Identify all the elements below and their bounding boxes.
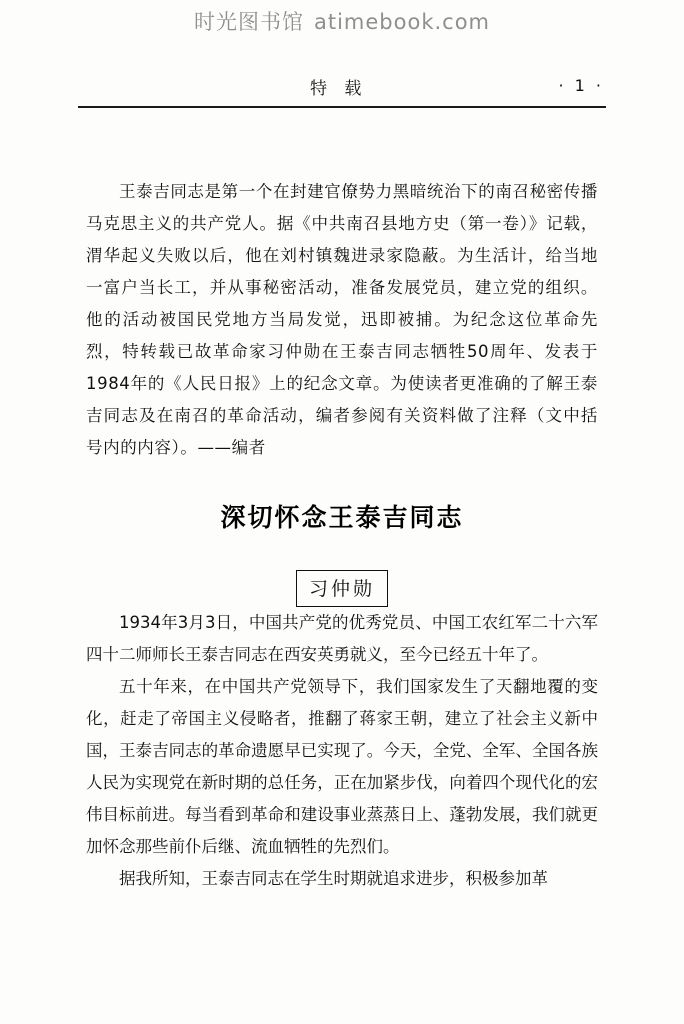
watermark	[0, 6, 684, 36]
section-title: 特 载	[310, 79, 368, 99]
body-paragraph-3: 据我所知，王泰吉同志在学生时期就追求进步，积极参加革	[119, 869, 548, 888]
article-title: 深切怀念王泰吉同志	[220, 503, 464, 532]
page-content	[86, 176, 598, 895]
watermark-chinese: 时光图书馆	[193, 10, 304, 34]
header-rule	[78, 106, 606, 108]
running-head	[80, 74, 604, 108]
watermark-domain: atimebook.com	[313, 10, 491, 34]
editor-note-paragraph: 王泰吉同志是第一个在封建官僚势力黑暗统治下的南召秘密传播马克思主义的共产党人。据《中共南召县地方史（第一卷）》记载，渭华起义失败以后，他在刘村镇魏进录家隐蔽。为生活计，给当地一富户当长工，并从事秘密活动，准备发展党员，建立党的组织。他的活动被国民党地方当局发觉，迅即被捕。为纪念这位革命先烈，特转载已故革命家习仲勋在王泰吉同志牺牲50周年、发表于1984年的《人民日报》上的纪念文章。为使读者更准确的了解王泰吉同志及在南召的革命活动，编者参阅有关资料做了注释（文中括号内的内容）。——编者	[86, 182, 598, 457]
page-number: · 1 ·	[558, 76, 604, 95]
author-name: 习仲勋	[296, 570, 388, 607]
author-byline	[86, 570, 598, 607]
body-paragraph-2: 五十年来，在中国共产党领导下，我们国家发生了天翻地覆的变化，赶走了帝国主义侵略者，推翻了蒋家王朝，建立了社会主义新中国，王泰吉同志的革命遗愿早已实现了。今天，全党、全军、全国各族人民为实现党在新时期的总任务，正在加紧步伐，向着四个现代化的宏伟目标前进。每当看到革命和建设事业蒸蒸日上、蓬勃发展，我们就更加怀念那些前仆后继、流血牺牲的先烈们。	[86, 677, 598, 856]
body-paragraph-1: 1934年3月3日，中国共产党的优秀党员、中国工农红军二十六军四十二师师长王泰吉同志在西安英勇就义，至今已经五十年了。	[86, 613, 598, 664]
